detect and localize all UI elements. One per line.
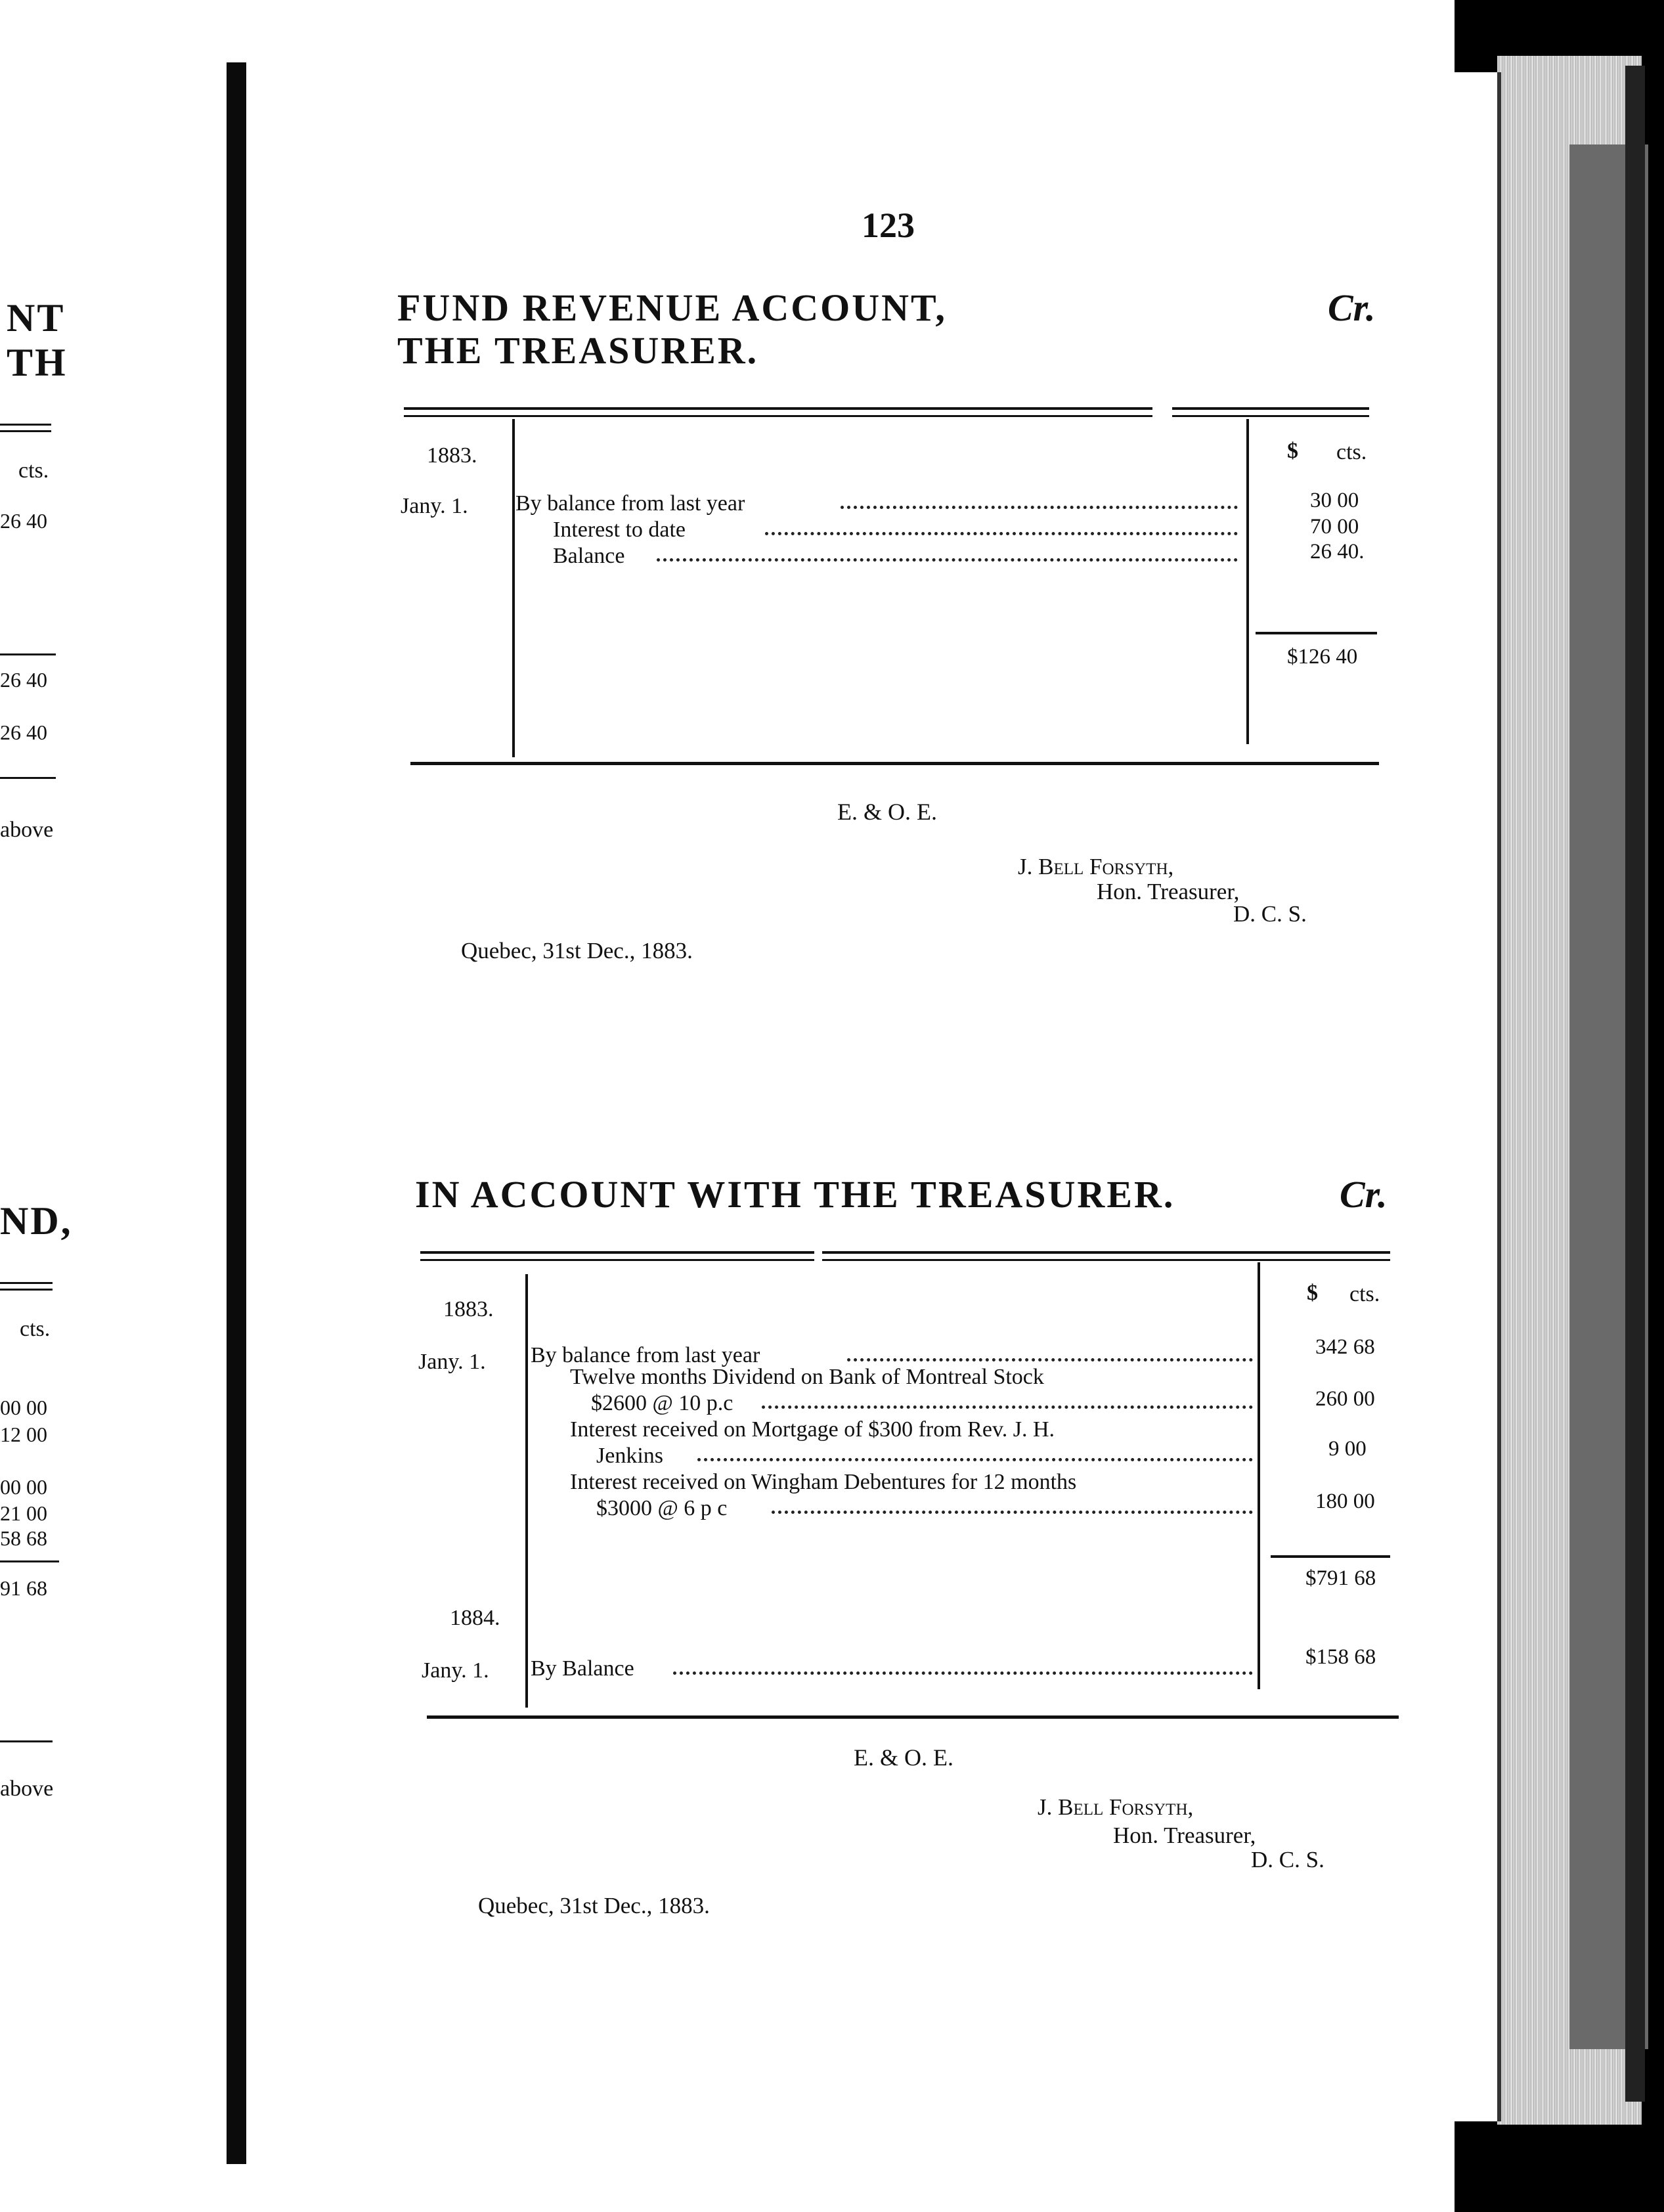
left-rule <box>0 1560 59 1562</box>
section2-top-rule <box>420 1251 814 1254</box>
section1-total: $126 40 <box>1287 645 1358 669</box>
left-rule <box>0 777 56 779</box>
section1-title-line2: THE TREASURER. <box>397 329 759 372</box>
left-rule <box>0 1740 53 1742</box>
section2-row-line1: Interest received on Mortgage of $300 from Rev. J. H. <box>570 1417 1055 1442</box>
left-amount: 26 40 <box>0 509 47 533</box>
dot-leader <box>697 1458 1253 1461</box>
left-amount: 58 68 <box>0 1526 47 1550</box>
left-amount: 00 00 <box>0 1396 47 1419</box>
dot-leader <box>762 1405 1253 1409</box>
right-page <box>246 72 1501 2121</box>
left-total: 26 40 <box>0 668 47 692</box>
section1-signer: J. Bell Forsyth, <box>1018 854 1174 879</box>
dot-leader <box>673 1671 1253 1675</box>
section1-top-rule <box>404 407 1152 410</box>
left-text-fragment: above <box>0 1777 54 1801</box>
section1-total-rule <box>1256 632 1377 634</box>
section1-column-divider <box>1246 419 1249 744</box>
section1-title-line1: FUND REVENUE ACCOUNT, <box>397 286 947 329</box>
section2-row-line2: $3000 @ 6 p c <box>596 1496 728 1520</box>
section2-column-divider <box>525 1274 528 1708</box>
section2-date2: Jany. 1. <box>422 1658 489 1683</box>
section2-top-rule <box>822 1251 1390 1254</box>
section2-eoe: E. & O. E. <box>854 1744 953 1771</box>
left-rule <box>0 424 51 426</box>
section1-row-label: Balance <box>553 544 625 568</box>
left-amount: 00 00 <box>0 1475 47 1499</box>
left-heading-fragment-2: TH <box>7 341 68 384</box>
section1-row-amount: 30 00 <box>1310 489 1359 512</box>
section2-row-amount: 180 00 <box>1315 1490 1375 1513</box>
left-rule <box>0 1282 53 1284</box>
section1-row-amount: 70 00 <box>1310 515 1359 539</box>
section2-row-amount: 260 00 <box>1315 1387 1375 1411</box>
section2-row-line2: Jenkins <box>596 1444 663 1468</box>
dot-leader <box>841 506 1238 509</box>
section1-place-date: Quebec, 31st Dec., 1883. <box>461 938 693 963</box>
section1-year: 1883. <box>427 443 477 468</box>
left-cts-header: cts. <box>18 458 49 483</box>
section2-signer: J. Bell Forsyth, <box>1038 1794 1194 1820</box>
section2-title: IN ACCOUNT WITH THE TREASURER. <box>415 1173 1175 1216</box>
section2-total: $791 68 <box>1305 1566 1376 1590</box>
left-text-fragment: above <box>0 818 54 842</box>
section1-top-rule <box>1172 415 1369 417</box>
left-page <box>0 72 227 2161</box>
dot-leader <box>765 532 1238 535</box>
dot-leader <box>847 1358 1253 1361</box>
left-rule <box>0 653 56 655</box>
section1-bottom-rule <box>410 762 1379 765</box>
section2-bottom-rule <box>427 1715 1399 1719</box>
section2-balance-label: By Balance <box>531 1656 634 1681</box>
section1-cr-label: Cr. <box>1328 286 1376 329</box>
section2-row-amount: 9 00 <box>1328 1437 1367 1461</box>
section1-top-rule <box>404 415 1152 417</box>
section2-cts-header: cts. <box>1349 1282 1380 1306</box>
section1-date: Jany. 1. <box>401 494 468 518</box>
left-total: 26 40 <box>0 720 47 744</box>
section1-eoe: E. & O. E. <box>837 799 937 825</box>
left-amount: 12 00 <box>0 1423 47 1446</box>
section2-row-line2: $2600 @ 10 p.c <box>591 1391 733 1415</box>
section1-row-amount: 26 40. <box>1310 540 1365 564</box>
dot-leader <box>772 1511 1253 1514</box>
section1-column-divider <box>512 419 515 757</box>
section2-place-date: Quebec, 31st Dec., 1883. <box>478 1893 710 1918</box>
section2-signer-org: D. C. S. <box>1251 1847 1325 1872</box>
section1-top-rule <box>1172 407 1369 410</box>
section2-signer-title: Hon. Treasurer, <box>1113 1823 1256 1848</box>
left-heading-fragment-3: ND, <box>0 1199 73 1243</box>
section1-signer-org: D. C. S. <box>1233 901 1307 927</box>
dot-leader <box>657 558 1238 562</box>
page-number: 123 <box>862 206 915 245</box>
left-heading-fragment-1: NT <box>7 296 66 340</box>
left-amount: 21 00 <box>0 1501 47 1525</box>
section2-top-rule <box>420 1259 814 1261</box>
section2-balance-amount: $158 68 <box>1305 1645 1376 1669</box>
left-rule <box>0 430 51 432</box>
book-edge-shadow <box>1625 66 1645 2102</box>
section1-signer-title: Hon. Treasurer, <box>1097 879 1240 904</box>
section2-row-amount: 342 68 <box>1315 1335 1375 1359</box>
section2-row-line1: Interest received on Wingham Debentures for 12 months <box>570 1470 1077 1494</box>
section1-dollar-header: $ <box>1287 439 1298 463</box>
section2-row-line1: Twelve months Dividend on Bank of Montreal Stock <box>570 1365 1044 1389</box>
section2-total-rule <box>1271 1555 1390 1558</box>
section1-cts-header: cts. <box>1336 440 1367 464</box>
left-cts-header: cts. <box>20 1317 51 1341</box>
section2-date: Jany. 1. <box>418 1350 486 1374</box>
section1-row-label: Interest to date <box>553 518 686 542</box>
section2-year2: 1884. <box>450 1606 500 1630</box>
book-gutter <box>227 62 246 2164</box>
section2-top-rule <box>822 1259 1390 1261</box>
section1-row-label: By balance from last year <box>515 491 745 516</box>
section2-row-line1: By balance from last year <box>531 1343 760 1367</box>
left-total: 91 68 <box>0 1576 47 1600</box>
section2-cr-label: Cr. <box>1340 1173 1388 1216</box>
left-rule <box>0 1289 53 1291</box>
section2-dollar-header: $ <box>1307 1281 1318 1305</box>
section2-year: 1883. <box>443 1297 494 1321</box>
section2-column-divider <box>1258 1262 1260 1689</box>
